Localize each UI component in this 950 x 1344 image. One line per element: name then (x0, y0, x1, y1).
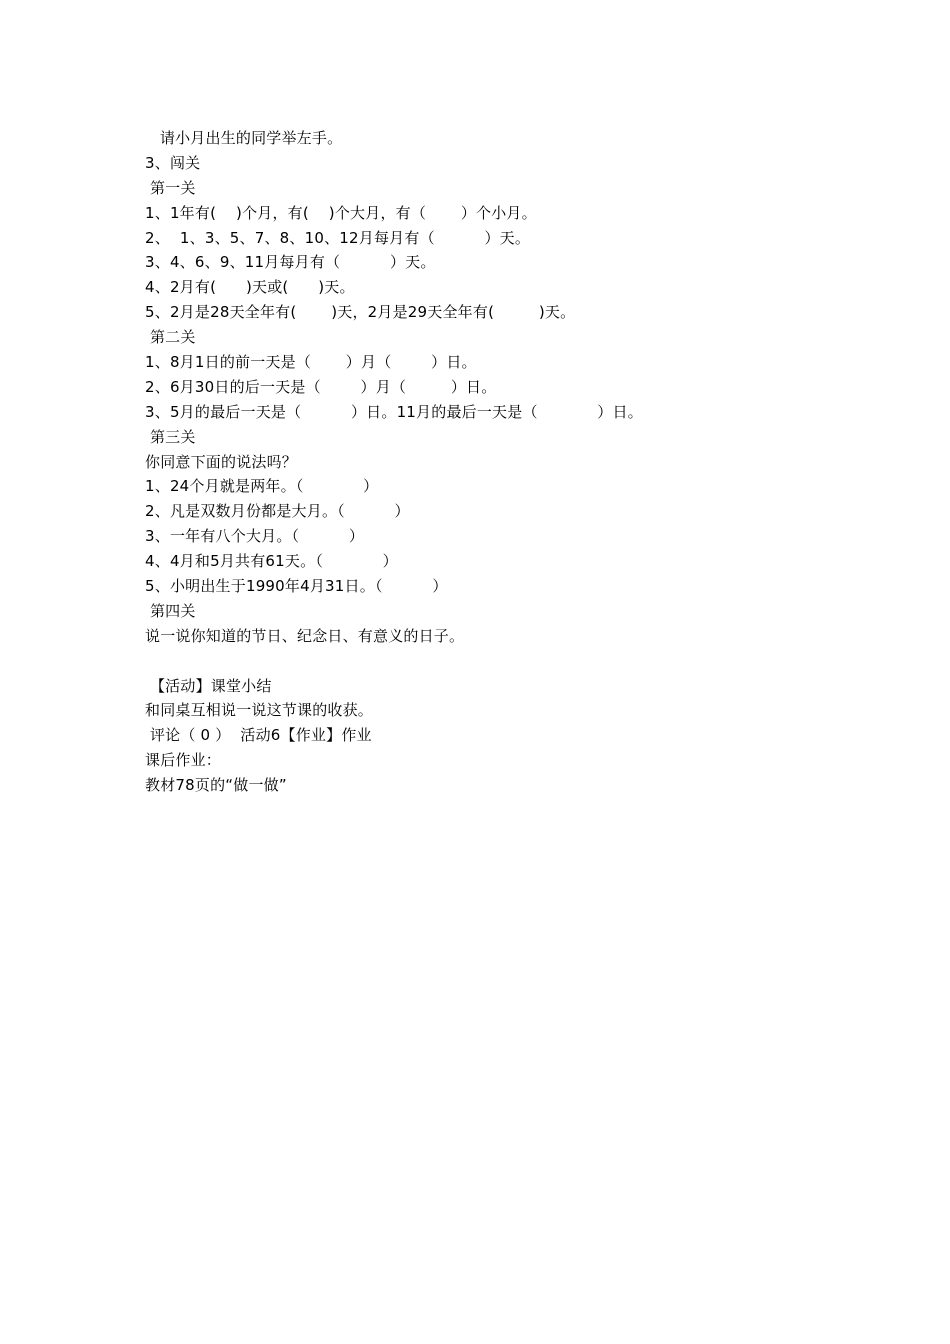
summary-line: 和同桌互相说一说这节课的收获。 (145, 701, 374, 720)
homework-heading: 课后作业： (145, 751, 222, 770)
prompt-line: 你同意下面的说法吗？ (145, 452, 298, 471)
question-line: 3、一年有八个大月。（ ） (145, 527, 365, 546)
section-heading: 3、闯关 (145, 153, 201, 172)
level-2-heading: 第二关 (145, 328, 196, 347)
activity-heading: 【活动】课堂小结 (145, 676, 272, 695)
intro-line: 请小月出生的同学举左手。 (145, 129, 343, 147)
question-line: 4、4月和5月共有61天。（ ） (145, 552, 398, 571)
blank-line (145, 649, 845, 674)
comment-activity-line: 评论（ 0 ） 活动6【作业】作业 (145, 726, 372, 745)
question-line: 1、24个月就是两年。（ ） (145, 477, 379, 496)
question-line: 2、 1、3、5、7、8、10、12月每月有（ ）天。 (145, 228, 531, 247)
question-line: 1、1年有( )个月，有( )个大月，有（ ）个小月。 (145, 203, 537, 222)
level-4-heading: 第四关 (145, 601, 196, 620)
question-line: 2、凡是双数月份都是大月。（ ） (145, 502, 410, 521)
question-line: 2、6月30日的后一天是（ ）月（ ）日。 (145, 377, 497, 396)
level-1-heading: 第一关 (145, 178, 196, 197)
level-3-heading: 第三关 (145, 427, 196, 446)
prompt-line: 说一说你知道的节日、纪念日、有意义的日子。 (145, 626, 465, 645)
question-line: 5、2月是28天全年有( )天，2月是29天全年有( )天。 (145, 303, 576, 322)
question-line: 3、4、6、9、11月每月有（ ）天。 (145, 253, 436, 272)
question-line: 5、小明出生于1990年4月31日。（ ） (145, 577, 448, 596)
question-line: 1、8月1日的前一天是（ ）月（ ）日。 (145, 353, 477, 372)
homework-line: 教材78页的“做一做” (145, 776, 287, 795)
document-body (145, 126, 845, 798)
question-line: 3、5月的最后一天是（ ）日。11月的最后一天是（ ）日。 (145, 402, 643, 421)
question-line: 4、2月有( )天或( )天。 (145, 278, 355, 297)
